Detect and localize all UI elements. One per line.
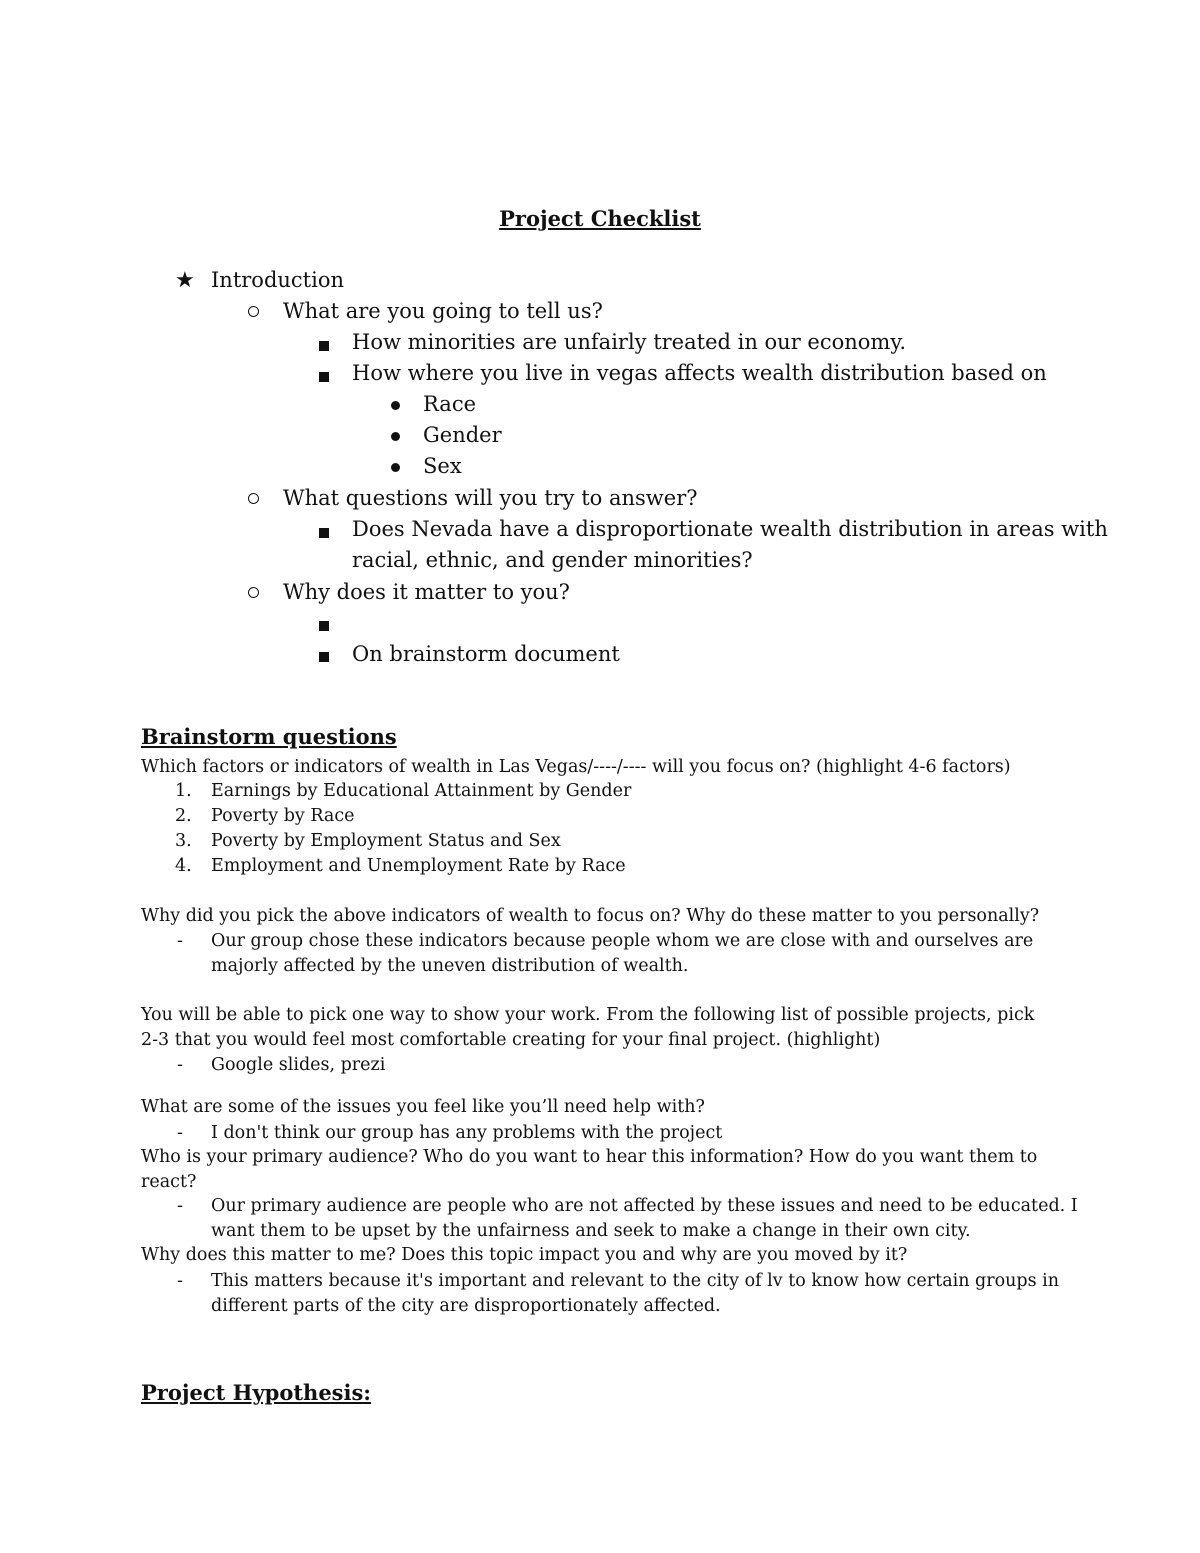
checklist-answer-1a: How minorities are unfairly treated in our economy. <box>352 330 907 354</box>
issues-question: What are some of the issues you feel like you’ll need help with? <box>141 1097 705 1117</box>
matter-answer-line1: This matters because it's important and relevant to the city of lv to know how certain groups in <box>211 1271 1060 1291</box>
square-bullet-icon <box>319 372 329 382</box>
checklist-answer-3b: On brainstorm document <box>352 642 620 666</box>
page-title: Project Checklist <box>499 206 701 231</box>
checklist-question-2: What questions will you try to answer? <box>283 486 698 510</box>
matter-question: Why does this matter to me? Does this topic impact you and why are you moved by it? <box>141 1245 908 1265</box>
audience-question-line2: react? <box>141 1172 197 1192</box>
square-bullet-icon <box>319 528 329 538</box>
hypothesis-heading: Project Hypothesis: <box>141 1380 372 1405</box>
circle-bullet-icon <box>248 306 259 317</box>
factor-item-2: Poverty by Race <box>211 806 355 826</box>
why-answer-line1: Our group chose these indicators because people whom we are close with and ourselves are <box>211 931 1034 951</box>
dash-bullet: - <box>177 1271 183 1291</box>
list-item-gender: Gender <box>423 423 502 447</box>
dash-bullet: - <box>177 1055 183 1075</box>
checklist-question-3: Why does it matter to you? <box>283 580 570 604</box>
dash-bullet: - <box>177 1123 183 1143</box>
square-bullet-icon <box>319 341 329 351</box>
audience-answer-line2: want them to be upset by the unfairness and seek to make a change in their own city. <box>211 1221 971 1241</box>
checklist-question-1: What are you going to tell us? <box>283 299 603 323</box>
factor-number-1: 1. <box>175 781 192 801</box>
intro-label: Introduction <box>211 268 344 292</box>
list-item-sex: Sex <box>423 454 462 478</box>
dot-bullet-icon <box>391 401 400 410</box>
square-bullet-icon <box>319 652 329 662</box>
checklist-answer-2a-line1: Does Nevada have a disproportionate wealth distribution in areas with <box>352 517 1108 541</box>
brainstorm-heading: Brainstorm questions <box>141 724 397 749</box>
project-answer: Google slides, prezi <box>211 1055 386 1075</box>
list-item-race: Race <box>423 392 477 416</box>
dot-bullet-icon <box>391 432 400 441</box>
square-bullet-icon <box>319 621 329 631</box>
dash-bullet: - <box>177 1196 183 1216</box>
why-question: Why did you pick the above indicators of wealth to focus on? Why do these matter to you personally? <box>141 906 1040 926</box>
star-icon: ★ <box>175 268 195 293</box>
project-question-line2: 2-3 that you would feel most comfortable creating for your final project. (highlight) <box>141 1030 881 1050</box>
matter-answer-line2: different parts of the city are disproportionately affected. <box>211 1296 721 1316</box>
checklist-answer-2a-line2: racial, ethnic, and gender minorities? <box>352 548 753 572</box>
factor-item-3: Poverty by Employment Status and Sex <box>211 831 561 851</box>
issues-answer: I don't think our group has any problems with the project <box>211 1123 723 1143</box>
circle-bullet-icon <box>248 493 259 504</box>
factors-question: Which factors or indicators of wealth in Las Vegas/----/---- will you focus on? (highlight 4-6 factors) <box>141 757 1011 777</box>
project-question-line1: You will be able to pick one way to show your work. From the following list of possible projects, pick <box>141 1005 1035 1025</box>
audience-question-line1: Who is your primary audience? Who do you want to hear this information? How do you want them to <box>141 1147 1038 1167</box>
factor-number-2: 2. <box>175 806 192 826</box>
why-answer-line2: majorly affected by the uneven distribution of wealth. <box>211 956 689 976</box>
circle-bullet-icon <box>248 587 259 598</box>
dot-bullet-icon <box>391 463 400 472</box>
factor-number-4: 4. <box>175 856 192 876</box>
dash-bullet: - <box>177 931 183 951</box>
factor-item-4: Employment and Unemployment Rate by Race <box>211 856 626 876</box>
checklist-answer-1b: How where you live in vegas affects wealth distribution based on <box>352 361 1047 385</box>
factor-number-3: 3. <box>175 831 192 851</box>
audience-answer-line1: Our primary audience are people who are not affected by these issues and need to be educated. I <box>211 1196 1078 1216</box>
factor-item-1: Earnings by Educational Attainment by Gender <box>211 781 632 801</box>
